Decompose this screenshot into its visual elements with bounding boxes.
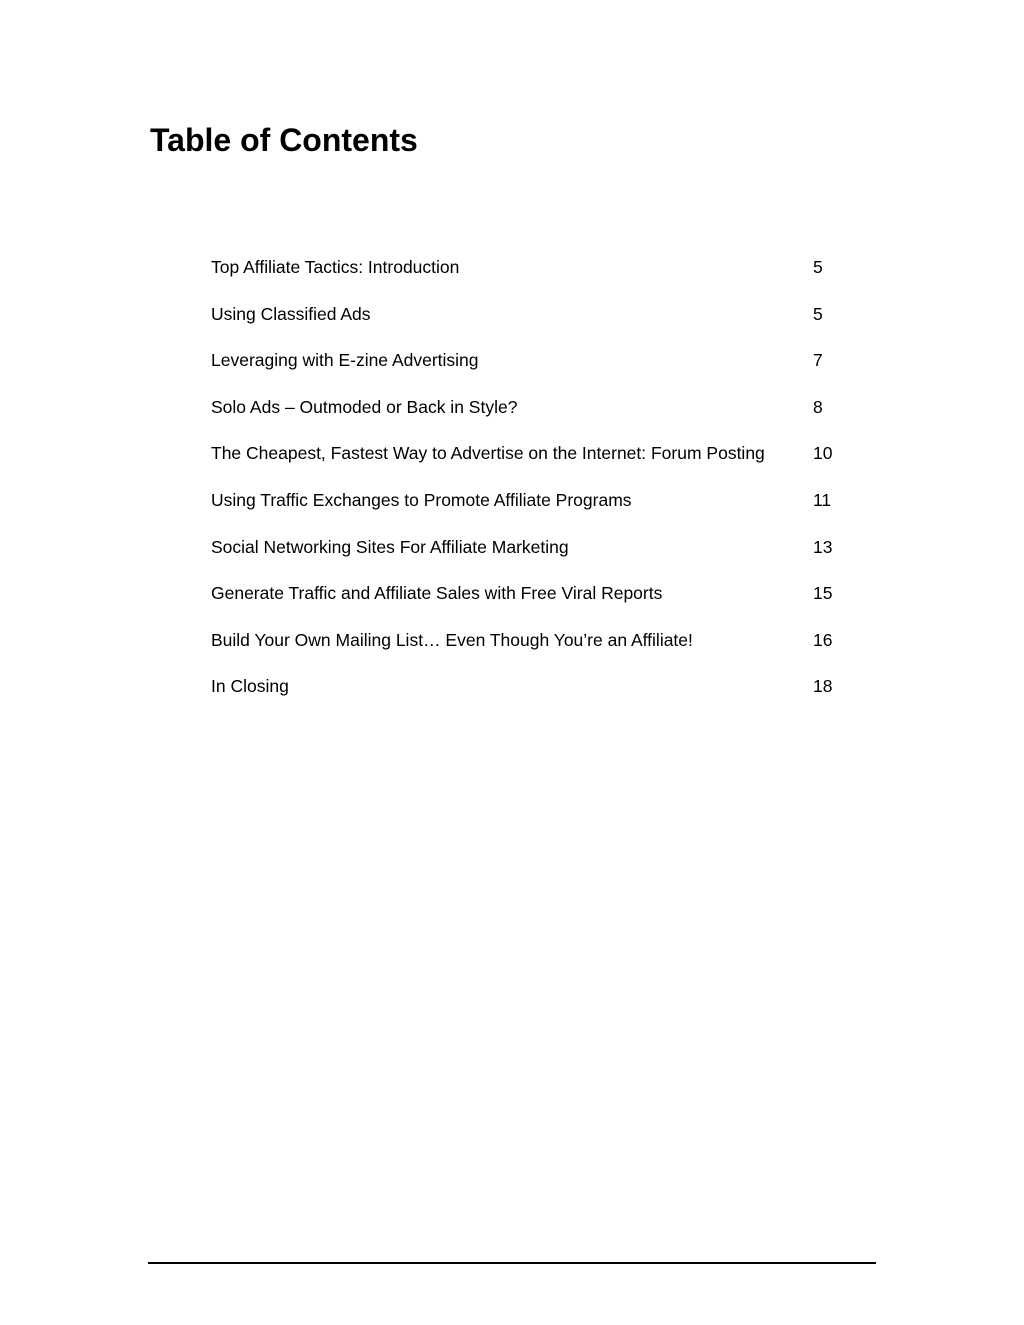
toc-entry-title: The Cheapest, Fastest Way to Advertise on the Internet: Forum Posting — [211, 443, 765, 464]
toc-entry-page-number: 10 — [813, 443, 833, 464]
toc-entry-title: Build Your Own Mailing List… Even Though You’re an Affiliate! — [211, 629, 693, 650]
page-title: Table of Contents — [150, 122, 418, 158]
toc-entry — [211, 674, 851, 721]
toc-entry — [211, 302, 851, 349]
toc-entry-page-number: 5 — [813, 303, 823, 324]
toc-entry-title: Solo Ads – Outmoded or Back in Style? — [211, 396, 518, 417]
toc-entry — [211, 535, 851, 582]
toc-entry — [211, 395, 851, 442]
toc-entry — [211, 488, 851, 535]
toc-entry — [211, 348, 851, 395]
toc-entry-title: In Closing — [211, 676, 289, 697]
toc-entry-page-number: 7 — [813, 350, 823, 371]
toc-entry-title: Using Classified Ads — [211, 303, 371, 324]
toc-entry-title: Generate Traffic and Affiliate Sales with Free Viral Reports — [211, 583, 663, 604]
toc-entry-page-number: 11 — [813, 489, 832, 510]
toc-entry-page-number: 5 — [813, 257, 823, 277]
toc-entry — [211, 628, 851, 675]
toc-entry-title: Leveraging with E-zine Advertising — [211, 350, 479, 371]
footer-divider — [148, 1262, 876, 1264]
toc-entry-page-number: 18 — [813, 676, 833, 697]
toc-entry-title: Using Traffic Exchanges to Promote Affiliate Programs — [211, 489, 632, 510]
toc-entry-title: Top Affiliate Tactics: Introduction — [211, 257, 460, 277]
table-of-contents — [211, 255, 851, 721]
toc-entry-page-number: 16 — [813, 629, 833, 650]
toc-entry-page-number: 8 — [813, 396, 823, 417]
toc-entry-page-number: 15 — [813, 583, 833, 604]
toc-entry-page-number: 13 — [813, 536, 833, 557]
toc-entry — [211, 581, 851, 628]
toc-entry — [211, 255, 851, 302]
toc-entry-title: Social Networking Sites For Affiliate Marketing — [211, 536, 569, 557]
toc-entry — [211, 441, 851, 488]
